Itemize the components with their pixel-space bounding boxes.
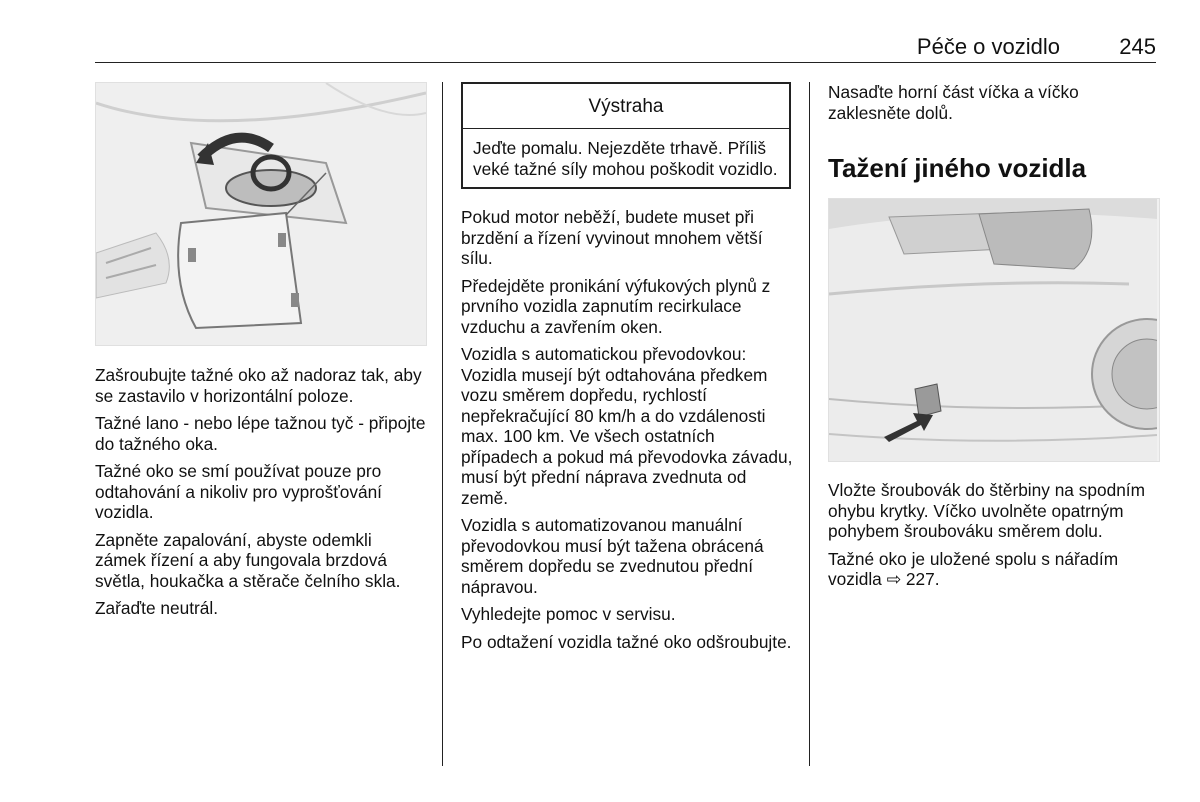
- column-2: [461, 82, 793, 659]
- col2-paragraph-3: Vozidla s automatickou převodovkou: Vozidla musejí být odtahována předkem vozu směrem dopředu, rychlostí nepřekračující 80 km/h a do vzdálenosti max. 100 km. Ve všech ostatních případech a pokud má převodovka závadu, musí být přední náprava zvednuta od země.: [461, 344, 793, 508]
- column-divider-1: [442, 82, 443, 766]
- col2-paragraph-5: Vyhledejte pomoc v servisu.: [461, 604, 676, 624]
- warning-body: Jeďte pomalu. Nejezděte trhavě. Příliš veké tažné síly mohou poškodit vozidlo.: [473, 138, 778, 179]
- column-divider-2: [809, 82, 810, 766]
- page-number: 245: [1119, 34, 1156, 59]
- col1-paragraph-4: Zapněte zapalování, abyste odemkli zámek řízení a aby fungovala brzdová světla, houkačka a stěrače čelního skla.: [95, 529, 401, 591]
- col2-paragraph-1: Pokud motor neběží, budete muset při brzdění a řízení vyvinout mnohem větší sílu.: [461, 207, 763, 268]
- col3-intro: Nasaďte horní část víčka a víčko zaklesněte dolů.: [828, 82, 1079, 123]
- rear-bumper-illustration: [828, 198, 1160, 462]
- tow-eye-drawing: [96, 83, 426, 345]
- col3-paragraph-2: Tažné oko je uložené spolu s nářadím vozidla ⇨ 227.: [828, 548, 1119, 589]
- section-heading: Tažení jiného vozidla: [828, 153, 1087, 183]
- col2-paragraph-4: Vozidla s automatizovanou manuální převodovkou musí být tažena obrácená směrem dopředu se zvednutou přední nápravou.: [461, 515, 764, 597]
- col1-paragraph-1: Zašroubujte tažné oko až nadoraz tak, aby se zastavilo v horizontální poloze.: [95, 365, 422, 406]
- page-title: Péče o vozidlo: [916, 34, 1060, 59]
- col2-paragraph-6: Po odtažení vozidla tažné oko odšroubujte.: [461, 631, 792, 652]
- warning-title: Výstraha: [463, 84, 789, 129]
- col1-paragraph-2: Tažné lano - nebo lépe tažnou tyč - připojte do tažného oka.: [95, 413, 426, 454]
- col1-paragraph-5: Zařaďte neutrál.: [95, 598, 219, 618]
- rear-bumper-drawing: [829, 199, 1157, 461]
- tow-eye-illustration: [95, 82, 427, 346]
- column-3: [828, 82, 1158, 597]
- col2-paragraph-2: Předejděte pronikání výfukových plynů z prvního vozidla zapnutím recirkulace vzduchu a zavřením oken.: [461, 275, 771, 337]
- header-rule: [95, 62, 1156, 63]
- col1-paragraph-3: Tažné oko se smí používat pouze pro odtahování a nikoliv pro vyprošťování vozidla.: [95, 461, 382, 522]
- warning-box: [461, 82, 791, 189]
- col3-paragraph-1: Vložte šroubovák do štěrbiny na spodním ohybu krytky. Víčko uvolněte opatrným pohybem šroubováku směrem dolu.: [828, 480, 1146, 541]
- column-1: [95, 82, 427, 626]
